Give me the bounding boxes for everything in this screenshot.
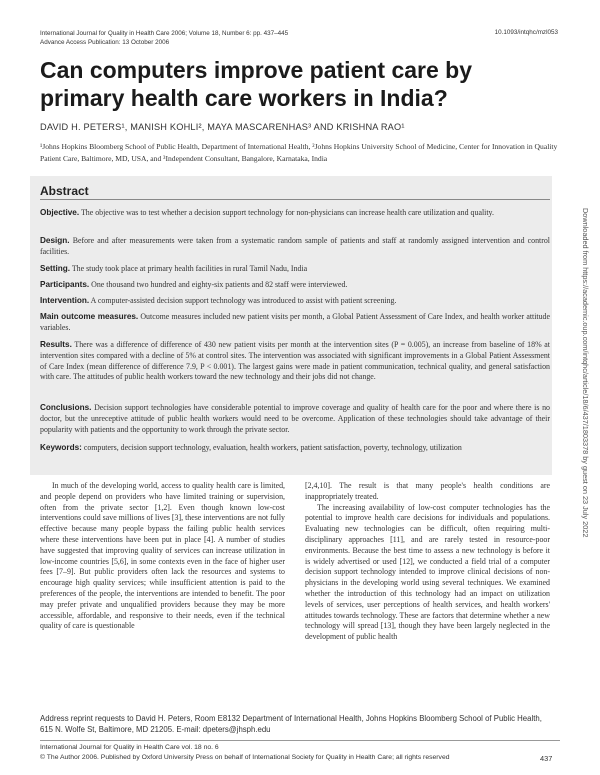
author-list: DAVID H. PETERS¹, MANISH KOHLI², MAYA MASCARENHAS³ AND KRISHNA RAO¹	[40, 122, 405, 132]
abstract-participants: Participants. One thousand two hundred and eighty-six patients and 82 staff were interviewed.	[40, 280, 348, 289]
abstract-outcome-measures: Main outcome measures. Outcome measures included new patient visits per month, a Global Patient Assessment of Care Index, and health worker attitude variables.	[40, 312, 550, 332]
footer-divider	[40, 740, 560, 741]
abstract-intervention: Intervention. A computer-assisted decision support technology was introduced to assist with patient screening.	[40, 296, 397, 305]
body-paragraph: The increasing availability of low-cost computer technologies has the potential to improve health care decisions for individuals and populations. Evaluating new technologies can be difficult, often requiring multi-disciplinary approaches [11], and are rarely tested in resource-poor environments. Because the best time to assess a new technology is before it is widely advertised or used [12], we conducted a field trial of a computer decision support technology intended to improve clinical decisions of non-physicians in the developing world using several techniques. We examined whether the introduction of this technology had an impact on utilization levels of services, user perceptions of health services, and health workers' attitudes towards technology. These are factors that determine whether a new technology will spread [13], though they have been largely neglected in the development of public health	[305, 502, 550, 642]
address-footnote: Address reprint requests to David H. Peters, Room E8132 Department of International Health, Johns Hopkins Bloomberg School of Public Health, 615 N. Wolfe St, Baltimore, MD 21205. E-mail: dpeters@jhsph.edu	[40, 714, 542, 734]
page-number: 437	[540, 754, 553, 763]
footer-copyright: © The Author 2006. Published by Oxford University Press on behalf of International Society for Quality in Health Care; all rights reserved	[40, 754, 450, 761]
article-title: Can computers improve patient care by primary health care workers in India?	[40, 57, 473, 111]
abstract-heading: Abstract	[40, 184, 89, 198]
running-header	[40, 29, 288, 47]
doi: 10.1093/intqhc/mzl053	[494, 29, 558, 36]
advance-access-date: Advance Access Publication: 13 October 2006	[40, 39, 170, 46]
affiliations: ¹Johns Hopkins Bloomberg School of Public Health, Department of International Health, ²Johns Hopkins University School of Medicine, Center for Innovation in Quality Patient Care, Baltimore, MD, USA, and ³Independent Consultant, Bangalore, Karnataka, India	[40, 142, 558, 163]
abstract-conclusions: Conclusions. Decision support technologies have considerable potential to improve coverage and quality of health care for the poor and where there is no doctor, but the unreceptive attitude of public health workers would need to be overcome. Application of these technologies should take advantage of their popularity with patients and the opportunity to work through the private sector.	[40, 403, 550, 434]
abstract-design: Design. Before and after measurements were taken from a systematic random sample of patients and staff at randomly assigned intervention and control facilities.	[40, 236, 550, 256]
abstract-keywords: Keywords: computers, decision support technology, evaluation, health workers, patient satisfaction, poverty, technology, utilization	[40, 443, 462, 452]
journal-citation: International Journal for Quality in Health Care 2006; Volume 18, Number 6: pp. 437–445	[40, 30, 289, 37]
footer-journal: International Journal for Quality in Health Care vol. 18 no. 6	[40, 744, 219, 751]
body-column-left	[40, 481, 285, 632]
abstract-divider	[40, 199, 550, 200]
body-paragraph: [2,4,10]. The result is that many people's health conditions are inappropriately treated.	[305, 481, 550, 501]
abstract-objective: Objective. The objective was to test whether a decision support technology for non-physicians can increase health care utilization and quality.	[40, 208, 494, 217]
abstract-setting: Setting. The study took place at primary health facilities in rural Tamil Nadu, India	[40, 264, 308, 273]
body-paragraph: In much of the developing world, access to quality health care is limited, and people depend on providers who have limited training or supervision, often from the private sector [1,2]. Even though known low-cost interventions could save millions of lives [3], these interventions are not fully effective because many people bypass the failing public health services where these interventions have been put in place [4]. A number of studies have suggested that improving quality of services can increase utilization in low-income countries [5,6], in some contexts even in the face of higher user fees [7–9]. But public providers often lack the resources and systems to encourage high quality services; while insufficient attention is paid to the preferences of the people, the interventions are intended to benefit. The poor may prefer private and unqualified providers because they may be more accessible, affordable, and responsive to their needs, even if the technical quality of care is questionable	[40, 481, 285, 631]
body-column-right	[305, 481, 550, 643]
download-watermark: Downloaded from https://academic.oup.com/intqhc/article/18/6/437/1803378 by guest on 23 July 2022	[581, 208, 590, 538]
abstract-results: Results. There was a difference of difference of 430 new patient visits per month at the intervention sites (P = 0.005), an increase from baseline of 18% at intervention sites compared with a decline of 5% at control sites. The intervention was associated with significant improvements in a Global Patient Assessment of Care Index (mean difference of difference 7.9, P < 0.001). The largest gains were made in patient communication, technical quality, and general satisfaction with care. The attitudes of public health workers toward the new technology and their jobs did not change.	[40, 340, 550, 382]
